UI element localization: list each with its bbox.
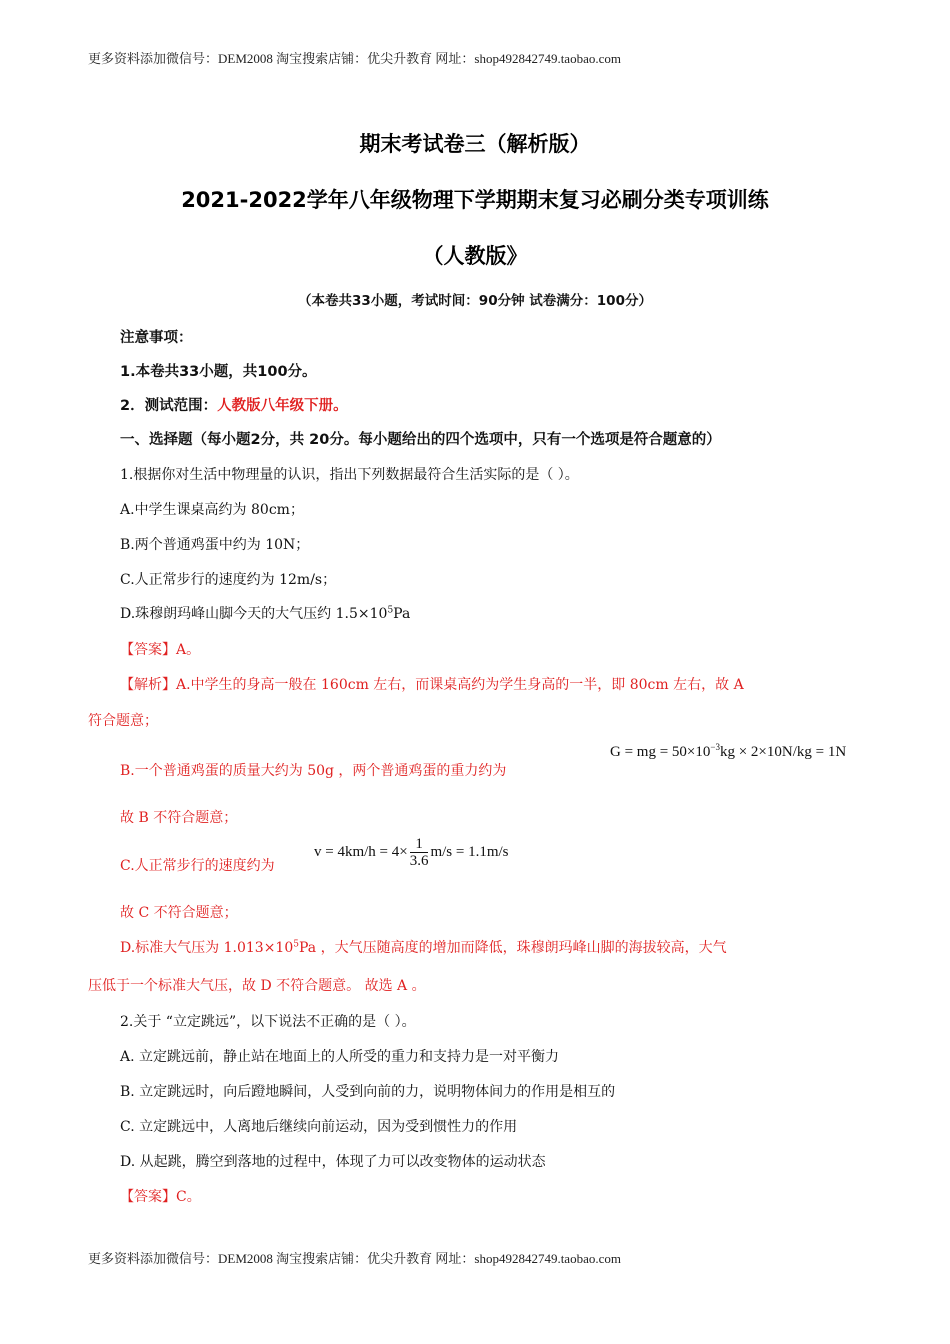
- notice-item-1: 1.本卷共33小题，共100分。: [120, 364, 317, 380]
- q1-formula-b-exp: −3: [710, 742, 720, 752]
- q1-formula-c-denominator: 3.6: [409, 853, 429, 869]
- page-footer: 更多资料添加微信号：DEM2008 淘宝搜索店铺：优尖升教育 网址：shop492842749.taobao.com: [88, 1251, 621, 1266]
- q1-option-d-pre: D.珠穆朗玛峰山脚今天的大气压约 1.5×10: [120, 606, 388, 622]
- q1-analysis-c-end: 故 C 不符合题意；: [120, 905, 238, 921]
- q1-analysis-a-line-1: 【解析】A.中学生的身高一般在 160cm 左右，而课桌高约为学生身高的一半，即 80cm 左右，故 A: [120, 677, 744, 693]
- q1-option-a: A.中学生课桌高约为 80cm；: [120, 502, 304, 518]
- q1-analysis-d-line-2: 压低于一个标准大气压，故 D 不符合题意。 故选 A 。: [88, 978, 426, 994]
- page-header: 更多资料添加微信号：DEM2008 淘宝搜索店铺：优尖升教育 网址：shop492842749.taobao.com: [88, 51, 621, 66]
- q1-analysis-a-line-2: 符合题意；: [88, 713, 158, 729]
- notice-item-2-value: 人教版八年级下册。: [217, 398, 348, 414]
- q1-formula-c-left: v = 4km/h = 4×: [314, 843, 408, 860]
- q1-formula-b-right: kg × 2×10N/kg = 1N: [719, 744, 847, 760]
- q1-analysis-d-post: Pa ，大气压随高度的增加而降低，珠穆朗玛峰山脚的海拔较高，大气: [298, 940, 727, 956]
- q1-option-d-post: Pa: [393, 606, 411, 622]
- q1-analysis-d-line-1: [120, 937, 727, 957]
- exam-subtitle: （本卷共33小题，考试时间：90分钟 试卷满分：100分）: [298, 293, 652, 309]
- notice-item-2: [120, 394, 348, 415]
- title-line-1: 期末考试卷三（解析版）: [359, 132, 591, 156]
- q2-stem: 2.关于 “立定跳远”，以下说法不正确的是（ ）。: [120, 1014, 416, 1030]
- q1-analysis-b-end: 故 B 不符合题意；: [120, 810, 238, 826]
- q2-option-d: D. 从起跳，腾空到落地的过程中，体现了力可以改变物体的运动状态: [120, 1154, 546, 1170]
- q1-formula-c-right: m/s = 1.1m/s: [430, 843, 509, 860]
- q2-option-c: C. 立定跳远中，人离地后继续向前运动，因为受到惯性力的作用: [120, 1119, 518, 1135]
- q1-analysis-c: C.人正常步行的速度约为: [120, 858, 275, 874]
- notice-item-2-label: 2．测试范围：: [120, 398, 218, 414]
- q1-formula-c-numerator: 1: [410, 836, 429, 853]
- q1-formula-c: [314, 836, 509, 869]
- q2-option-a: A. 立定跳远前，静止站在地面上的人所受的重力和支持力是一对平衡力: [120, 1049, 560, 1065]
- q1-analysis-b: B.一个普通鸡蛋的质量大约为 50g ，两个普通鸡蛋的重力约为: [120, 763, 507, 779]
- title-line-3: （人教版》: [422, 244, 528, 268]
- q1-formula-b: [610, 742, 846, 761]
- q2-answer: 【答案】C。: [120, 1189, 201, 1205]
- section-1-heading: 一、选择题（每小题2分，共 20分。每小题给出的四个选项中，只有一个选项是符合题意的）: [120, 432, 721, 448]
- q1-analysis-d-pre: D.标准大气压为 1.013×10: [120, 940, 294, 956]
- q1-stem: 1.根据你对生活中物理量的认识，指出下列数据最符合生活实际的是（ ）。: [120, 467, 579, 483]
- q1-option-d: [120, 603, 410, 623]
- q1-answer: 【答案】A。: [120, 642, 201, 658]
- q1-analysis-d-exp: 5: [293, 939, 299, 950]
- q1-option-d-exp: 5: [387, 605, 394, 616]
- q1-formula-b-left: G = mg = 50×10: [610, 744, 711, 760]
- q1-option-b: B.两个普通鸡蛋中约为 10N；: [120, 537, 310, 553]
- q2-option-b: B. 立定跳远时，向后蹬地瞬间，人受到向前的力，说明物体间力的作用是相互的: [120, 1084, 616, 1100]
- q1-formula-c-fraction: [410, 836, 429, 869]
- title-line-2: 2021-2022学年八年级物理下学期期末复习必刷分类专项训练: [181, 188, 769, 212]
- q1-option-c: C.人正常步行的速度约为 12m/s；: [120, 572, 337, 588]
- notice-heading: 注意事项：: [120, 330, 193, 346]
